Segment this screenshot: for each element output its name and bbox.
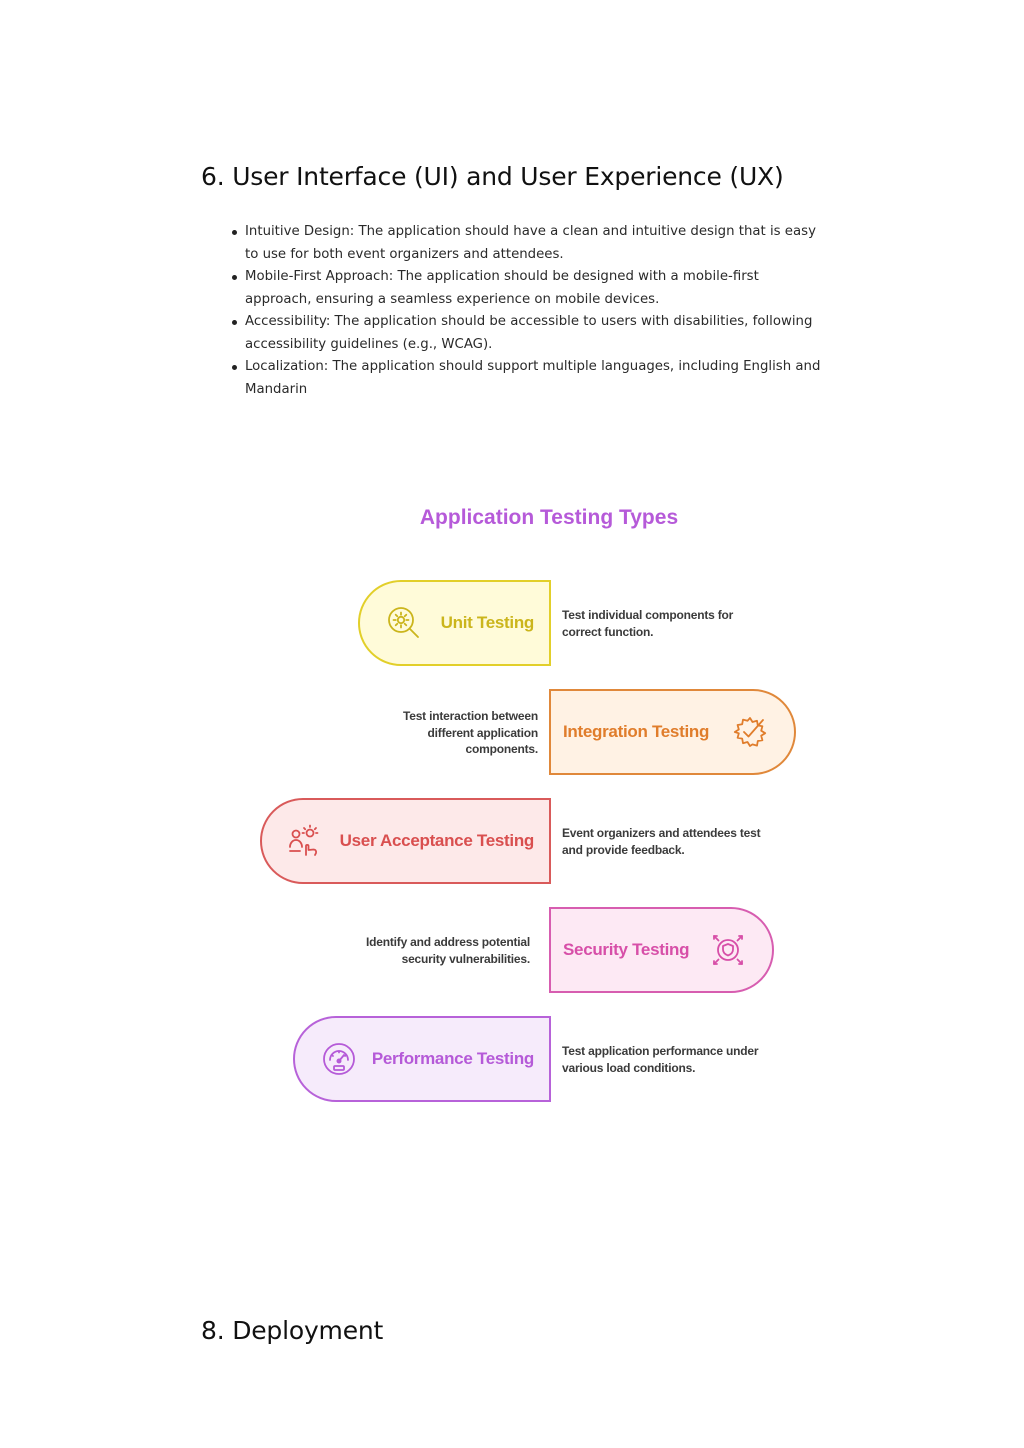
security-testing-pill [549,907,774,993]
user-acceptance-testing-pill [260,798,551,884]
section-title-ui-ux: 6. User Interface (UI) and User Experience (UX) [201,162,784,191]
unit-testing-label: Unit Testing [440,613,534,632]
performance-testing-description: Test application performance under various load conditions. [562,1044,759,1075]
unit-testing-description: Test individual components for correct function. [562,608,734,639]
integration-testing-pill [549,689,796,775]
diagram-title: Application Testing Types [419,506,679,529]
section-title-deployment: 8. Deployment [201,1316,384,1345]
performance-testing-pill [293,1016,551,1102]
bullet-intuitive-design: Intuitive Design: The application should have a clean and intuitive design that is easy to use for both event organizers and attendees. [231,221,821,266]
security-testing-label: Security Testing [563,940,690,959]
bullet-accessibility: Accessibility: The application should be accessible to users with disabilities, following accessibility guidelines (e.g., WCAG). [231,311,821,356]
shield-network-icon [708,930,748,970]
user-acceptance-testing-description: Event organizers and attendees test and provide feedback. [562,826,761,857]
gear-check-icon [730,712,770,752]
gear-magnifier-icon [384,603,424,643]
user-acceptance-testing-label: User Acceptance Testing [339,831,534,850]
security-testing-description: Identify and address potential security vulnerabilities. [365,935,530,966]
integration-testing-description: Test interaction between different application components. [402,709,538,756]
users-feedback-icon [286,821,326,861]
unit-testing-pill [358,580,551,666]
performance-testing-label: Performance Testing [371,1049,534,1068]
integration-testing-label: Integration Testing [563,722,710,741]
ui-ux-bullet-list [231,221,821,401]
speedometer-icon [319,1039,359,1079]
bullet-mobile-first: Mobile-First Approach: The application should be designed with a mobile-first approach, ensuring a seamless experience on mobile devices. [231,266,821,311]
bullet-localization: Localization: The application should support multiple languages, including English and Mandarin [231,356,821,401]
